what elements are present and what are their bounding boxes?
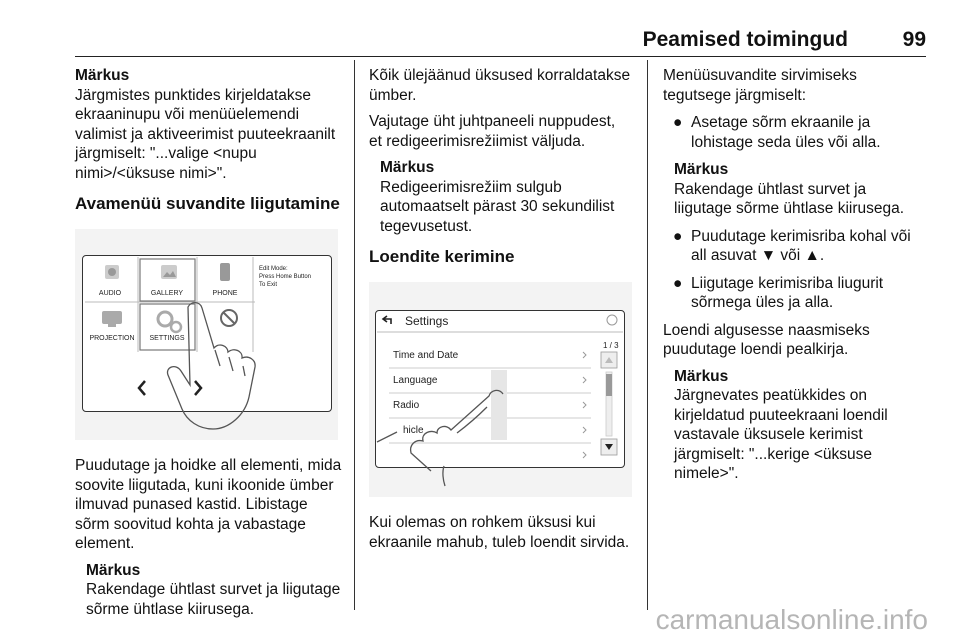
tile-settings-label: SETTINGS [149, 335, 185, 342]
bullet-dot-icon: ● [673, 114, 683, 131]
paragraph: Vajutage üht juhtpaneeli nuppudest, et redigeerimisrežiimist väljuda. [369, 113, 616, 150]
bullet-dot-icon: ● [673, 274, 683, 292]
section-heading-home-menu: Avamenüü suvandite liigutamine [75, 194, 340, 213]
note-title: Märkus [674, 367, 729, 385]
paragraph: Kui olemas on rohkem üksusi kui ekraanile mahub, tuleb loendit sirvida. [369, 514, 630, 551]
paragraph: Puudutage ja hoidke all elementi, mida soovite liigutada, kuni ikoonide ümber ilmuvad punased kastid. Libistage sõrm soovitud kohta ja vabastage element. [75, 457, 342, 552]
column-2 [369, 66, 631, 559]
bullet-item [663, 274, 928, 313]
chevron-left-icon [139, 381, 145, 395]
no-symbol-icon [221, 310, 237, 326]
section-title: Peamised toimingud [642, 28, 848, 51]
column-3 [663, 66, 928, 484]
column-divider-2 [647, 60, 648, 610]
tile-projection-label: PROJECTION [89, 335, 135, 342]
note-box [663, 367, 928, 484]
press-home-label: Press Home Button [259, 274, 312, 280]
note-box [75, 561, 343, 620]
list-item-label: hicle [403, 425, 424, 436]
header-rule [75, 56, 926, 57]
page-number: 99 [902, 28, 926, 51]
bullet-item [663, 113, 928, 152]
settings-list-illustration [369, 282, 632, 497]
watermark-text: carmanualsonline.info [655, 604, 928, 635]
note-title: Märkus [75, 67, 130, 84]
projection-icon [102, 311, 122, 327]
note-title: Märkus [674, 161, 729, 178]
list-item-label: Language [393, 375, 438, 386]
note-box [369, 158, 631, 236]
list-item-label: Time and Date [393, 350, 459, 361]
list-item-label: Radio [393, 400, 420, 411]
tile-phone-label: PHONE [212, 290, 238, 297]
bullet-item [663, 227, 928, 266]
column-1 [75, 66, 343, 619]
home-menu-illustration [75, 229, 338, 440]
press-highlight [491, 370, 507, 440]
note-title: Märkus [380, 159, 435, 176]
settings-list-figure [369, 282, 632, 497]
scroll-thumb [606, 374, 612, 396]
settings-icon [158, 312, 181, 332]
tile-gallery-label: GALLERY [150, 290, 184, 297]
note-text: Järgmistes punktides kirjeldatakse ekraaninupu või menüüelemendi valimist ja aktiveerimist puuteekraanilt järgmiselt: "...valige <nupu nimi>/<üksuse nimi>". [75, 86, 336, 182]
note-box [663, 160, 928, 219]
bullet-text: Liigutage kerimisriba liugurit sõrmega üles ja alla. [691, 274, 884, 311]
music-note-icon [607, 315, 617, 325]
section-heading-list-scroll: Loendite kerimine [369, 247, 515, 266]
note-text: Järgnevates peatükkides on kirjeldatud puuteekraani loendil vastavale üksusele kerimist järgmiselt: "...kerige <üksuse nimele>". [674, 387, 888, 482]
page-header [75, 28, 926, 54]
note-box [75, 66, 343, 183]
chevron-right-icon [195, 381, 201, 395]
bullet-dot-icon: ● [673, 227, 683, 245]
bullet-text: Puudutage kerimisriba kohal või all asuvat ▼ või ▲. [691, 227, 911, 264]
bullet-text: Asetage sõrm ekraanile ja lohistage seda üles või alla. [691, 114, 881, 151]
home-menu-figure [75, 229, 338, 440]
note-text: Redigeerimisrežiim sulgub automaatselt pärast 30 sekundilist tegevusetust. [380, 178, 615, 235]
column-divider-1 [354, 60, 355, 610]
paragraph: Loendi algusesse naasmiseks puudutage loendi pealkirja. [663, 321, 870, 358]
tile-audio-label: AUDIO [98, 290, 122, 297]
audio-icon [105, 265, 119, 279]
phone-icon [220, 263, 230, 281]
note-text: Rakendage ühtlast survet ja liigutage sõrme ühtlase kiirusega. [86, 581, 341, 618]
gallery-icon [161, 265, 177, 279]
note-text: Rakendage ühtlast survet ja liigutage sõrme ühtlase kiirusega. [674, 180, 905, 217]
page-indicator: 1 / 3 [603, 341, 619, 350]
paragraph: Menüüsuvandite sirvimiseks tegutsege järgmiselt: [663, 67, 857, 104]
to-exit-label: To Exit [259, 282, 278, 288]
hand-illustration [167, 303, 255, 429]
edit-mode-label: Edit Mode: [259, 266, 288, 272]
note-title: Märkus [86, 561, 141, 579]
settings-title: Settings [405, 314, 449, 328]
paragraph: Kõik ülejäänud üksused korraldatakse ümber. [369, 67, 631, 104]
back-icon [383, 316, 391, 324]
